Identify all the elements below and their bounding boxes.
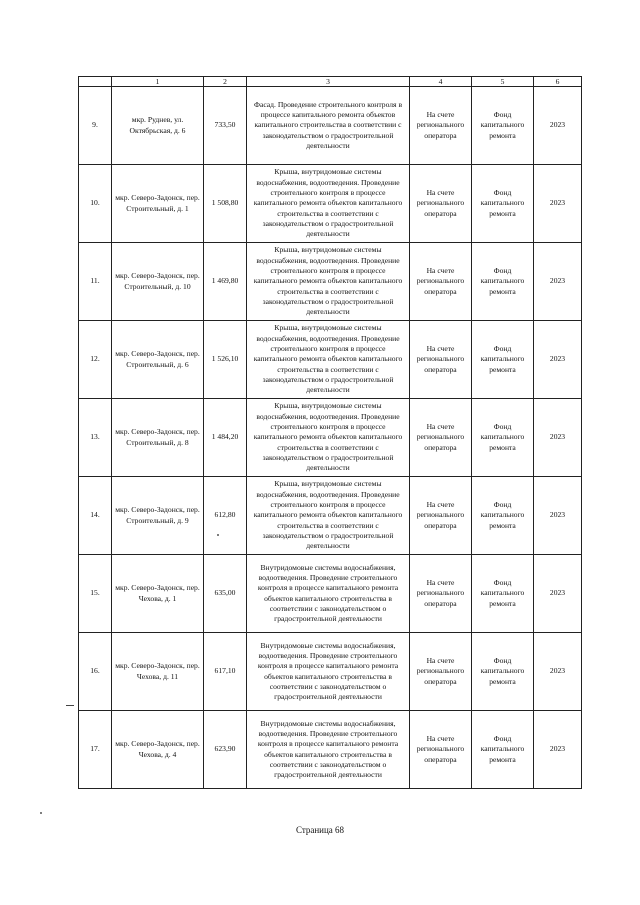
area-cell: 1 469,80 bbox=[204, 243, 247, 321]
year-cell: 2023 bbox=[534, 399, 582, 477]
funding-source-cell: Фонд капитального ремонта bbox=[472, 633, 534, 711]
year-cell: 2023 bbox=[534, 477, 582, 555]
year-cell: 2023 bbox=[534, 321, 582, 399]
account-cell: На счете регионального оператора bbox=[410, 555, 472, 633]
repair-schedule-table bbox=[78, 76, 582, 789]
account-cell: На счете регионального оператора bbox=[410, 633, 472, 711]
area-cell: 617,10 bbox=[204, 633, 247, 711]
row-number-cell: 14. bbox=[79, 477, 112, 555]
row-number-cell: 16. bbox=[79, 633, 112, 711]
works-description-cell: Крыша, внутридомовые системы водоснабжения, водоотведения. Проведение строительного контроля в процессе капитального ремонта объектов капитального строительства в соответствии с законодательством о градостроительной деятельности bbox=[247, 477, 410, 555]
header-cell: 5 bbox=[472, 77, 534, 87]
account-cell: На счете регионального оператора bbox=[410, 87, 472, 165]
works-description-cell: Крыша, внутридомовые системы водоснабжения, водоотведения. Проведение строительного контроля в процессе капитального ремонта объектов капитального строительства в соответствии с законодательством о градостроительной деятельности bbox=[247, 165, 410, 243]
funding-source-cell: Фонд капитального ремонта bbox=[472, 87, 534, 165]
works-description-cell: Внутридомовые системы водоснабжения, водоотведения. Проведение строительного контроля в процессе капитального ремонта объектов капитального строительства в соответствии с законодательством о градостроительной деятельности bbox=[247, 555, 410, 633]
area-cell: 1 484,20 bbox=[204, 399, 247, 477]
header-row bbox=[79, 77, 582, 87]
account-cell: На счете регионального оператора bbox=[410, 477, 472, 555]
header-cell-blank bbox=[79, 77, 112, 87]
address-cell: мкр. Северо-Задонск, пер. Чехова, д. 1 bbox=[112, 555, 204, 633]
year-cell: 2023 bbox=[534, 243, 582, 321]
row-number-cell: 17. bbox=[79, 711, 112, 789]
table-row bbox=[79, 165, 582, 243]
scan-speck bbox=[40, 812, 42, 814]
row-number-cell: 12. bbox=[79, 321, 112, 399]
works-description-cell: Крыша, внутридомовые системы водоснабжения, водоотведения. Проведение строительного контроля в процессе капитального ремонта объектов капитального строительства в соответствии с законодательством о градостроительной деятельности bbox=[247, 321, 410, 399]
year-cell: 2023 bbox=[534, 165, 582, 243]
table-row bbox=[79, 321, 582, 399]
year-cell: 2023 bbox=[534, 555, 582, 633]
header-cell: 1 bbox=[112, 77, 204, 87]
row-number-cell: 15. bbox=[79, 555, 112, 633]
row-number-cell: 9. bbox=[79, 87, 112, 165]
funding-source-cell: Фонд капитального ремонта bbox=[472, 555, 534, 633]
table-row bbox=[79, 555, 582, 633]
funding-source-cell: Фонд капитального ремонта bbox=[472, 165, 534, 243]
works-description-cell: Фасад. Проведение строительного контроля в процессе капитального ремонта объектов капитального строительства в соответствии с законодательством о градостроительной деятельности bbox=[247, 87, 410, 165]
works-description-cell: Внутридомовые системы водоснабжения, водоотведения. Проведение строительного контроля в процессе капитального ремонта объектов капитального строительства в соответствии с законодательством о градостроительной деятельности bbox=[247, 711, 410, 789]
account-cell: На счете регионального оператора bbox=[410, 399, 472, 477]
header-cell: 4 bbox=[410, 77, 472, 87]
works-description-cell: Внутридомовые системы водоснабжения, водоотведения. Проведение строительного контроля в процессе капитального ремонта объектов капитального строительства в соответствии с законодательством о градостроительной деятельности bbox=[247, 633, 410, 711]
area-cell: 1 508,80 bbox=[204, 165, 247, 243]
header-cell: 3 bbox=[247, 77, 410, 87]
account-cell: На счете регионального оператора bbox=[410, 711, 472, 789]
address-cell: мкр. Руднев, ул. Октябрьская, д. 6 bbox=[112, 87, 204, 165]
area-cell: 635,00 bbox=[204, 555, 247, 633]
margin-mark bbox=[66, 705, 74, 706]
account-cell: На счете регионального оператора bbox=[410, 165, 472, 243]
row-number-cell: 11. bbox=[79, 243, 112, 321]
table-row bbox=[79, 633, 582, 711]
funding-source-cell: Фонд капитального ремонта bbox=[472, 711, 534, 789]
funding-source-cell: Фонд капитального ремонта bbox=[472, 399, 534, 477]
table-row bbox=[79, 477, 582, 555]
table-row bbox=[79, 399, 582, 477]
account-cell: На счете регионального оператора bbox=[410, 321, 472, 399]
address-cell: мкр. Северо-Задонск, пер. Строительный, д. 10 bbox=[112, 243, 204, 321]
address-cell: мкр. Северо-Задонск, пер. Строительный, д. 1 bbox=[112, 165, 204, 243]
works-description-cell: Крыша, внутридомовые системы водоснабжения, водоотведения. Проведение строительного контроля в процессе капитального ремонта объектов капитального строительства в соответствии с законодательством о градостроительной деятельности bbox=[247, 243, 410, 321]
year-cell: 2023 bbox=[534, 711, 582, 789]
works-description-cell: Крыша, внутридомовые системы водоснабжения, водоотведения. Проведение строительного контроля в процессе капитального ремонта объектов капитального строительства в соответствии с законодательством о градостроительной деятельности bbox=[247, 399, 410, 477]
funding-source-cell: Фонд капитального ремонта bbox=[472, 321, 534, 399]
area-cell: 623,90 bbox=[204, 711, 247, 789]
address-cell: мкр. Северо-Задонск, пер. Чехова, д. 11 bbox=[112, 633, 204, 711]
table-row bbox=[79, 87, 582, 165]
area-cell: 1 526,10 bbox=[204, 321, 247, 399]
address-cell: мкр. Северо-Задонск, пер. Строительный, д. 9 bbox=[112, 477, 204, 555]
area-cell: 612,80 bbox=[204, 477, 247, 555]
header-cell: 2 bbox=[204, 77, 247, 87]
table-row bbox=[79, 711, 582, 789]
year-cell: 2023 bbox=[534, 633, 582, 711]
account-cell: На счете регионального оператора bbox=[410, 243, 472, 321]
funding-source-cell: Фонд капитального ремонта bbox=[472, 477, 534, 555]
table-row bbox=[79, 243, 582, 321]
year-cell: 2023 bbox=[534, 87, 582, 165]
area-cell: 733,50 bbox=[204, 87, 247, 165]
row-number-cell: 13. bbox=[79, 399, 112, 477]
address-cell: мкр. Северо-Задонск, пер. Чехова, д. 4 bbox=[112, 711, 204, 789]
header-cell: 6 bbox=[534, 77, 582, 87]
funding-source-cell: Фонд капитального ремонта bbox=[472, 243, 534, 321]
page-number: Страница 68 bbox=[295, 825, 345, 835]
address-cell: мкр. Северо-Задонск, пер. Строительный, д. 8 bbox=[112, 399, 204, 477]
address-cell: мкр. Северо-Задонск, пер. Строительный, д. 6 bbox=[112, 321, 204, 399]
row-number-cell: 10. bbox=[79, 165, 112, 243]
